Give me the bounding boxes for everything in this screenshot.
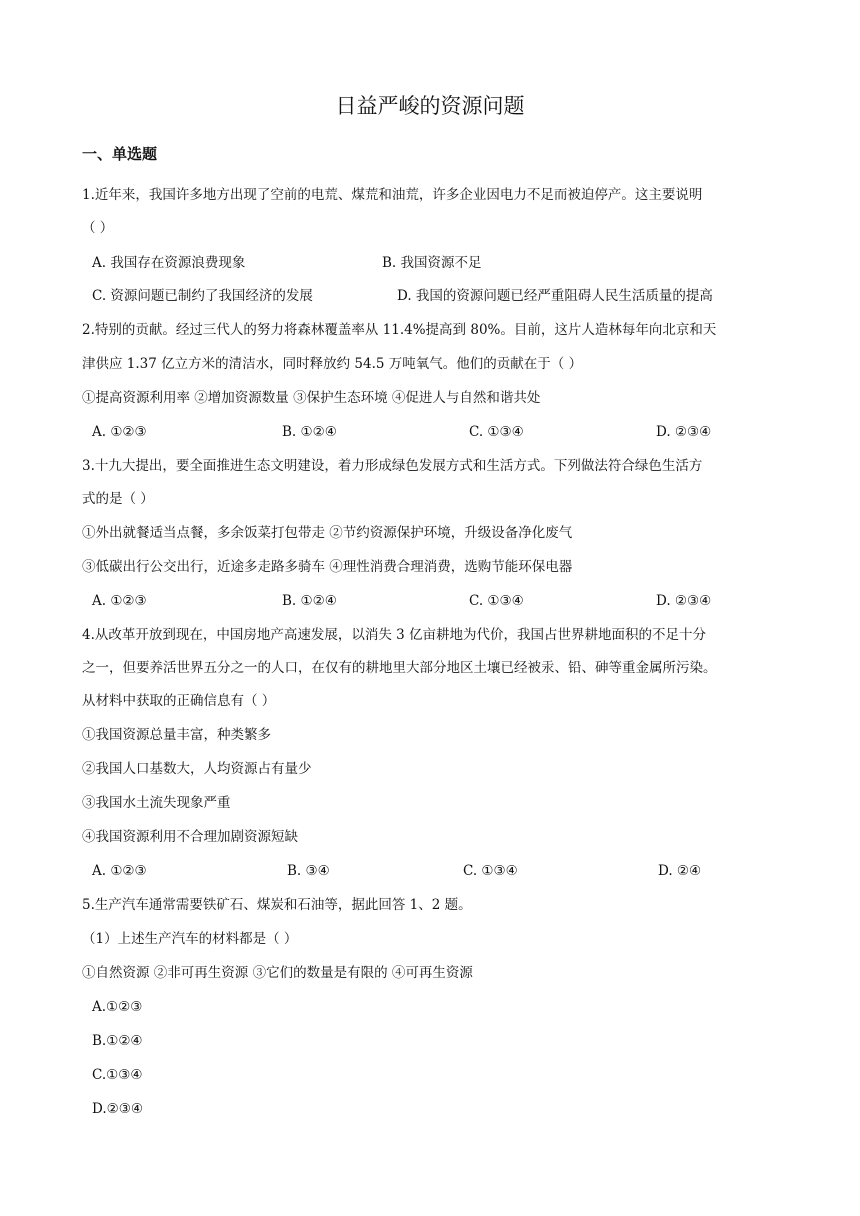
document-title: 日益严峻的资源问题 (335, 94, 525, 118)
q3-items-line1: ①外出就餐适当点餐，多余饭菜打包带走 ②节约资源保护环境，升级设备净化废气 (82, 525, 573, 541)
q4-item-4: ④我国资源利用不合理加剧资源短缺 (82, 829, 298, 845)
q3-option-c: C. ①③④ (469, 593, 524, 609)
q4-option-d: D. ②④ (658, 863, 702, 879)
q2-items: ①提高资源利用率 ②增加资源数量 ③保护生态环境 ④促进人与自然和谐共处 (82, 390, 541, 406)
q4-item-1: ①我国资源总量丰富，种类繁多 (82, 727, 271, 743)
q1-option-d: D. 我国的资源问题已经严重阻碍人民生活质量的提高 (397, 288, 713, 304)
section-heading: 一、单选题 (82, 145, 158, 163)
q3-items-line2: ③低碳出行公交出行，近途多走路多骑车 ④理性消费合理消费，选购节能环保电器 (82, 559, 573, 575)
q1-option-b: B. 我国资源不足 (382, 255, 482, 271)
q4-item-2: ②我国人口基数大，人均资源占有量少 (82, 761, 312, 777)
q4-stem-line3: 从材料中获取的正确信息有（ ） (82, 693, 276, 709)
q5-option-b: B.①②④ (92, 1033, 143, 1049)
q3-option-a: A. ①②③ (92, 593, 147, 609)
q4-option-c: C. ①③④ (463, 863, 518, 879)
q2-option-b: B. ①②④ (282, 424, 337, 440)
q3-stem-line1: 3.十九大提出，要全面推进生态文明建设，着力形成绿色发展方式和生活方式。下列做法符合绿色生活方 (82, 458, 703, 474)
q3-option-b: B. ①②④ (282, 593, 337, 609)
q1-stem-line2: （ ） (82, 220, 114, 236)
q5-option-c: C.①③④ (92, 1067, 143, 1083)
q2-option-a: A. ①②③ (92, 424, 147, 440)
q4-stem-line1: 4.从改革开放到现在，中国房地产高速发展，以消失 3 亿亩耕地为代价，我国占世界耕地面积的不足十分 (82, 627, 707, 643)
q3-option-d: D. ②③④ (656, 593, 712, 609)
q5-items: ①自然资源 ②非可再生资源 ③它们的数量是有限的 ④可再生资源 (82, 965, 473, 981)
q1-option-c: C. 资源问题已制约了我国经济的发展 (92, 288, 313, 304)
q5-option-d: D.②③④ (92, 1101, 143, 1117)
q5-option-a: A.①②③ (92, 999, 143, 1015)
q5-stem: 5.生产汽车通常需要铁矿石、煤炭和石油等，据此回答 1、2 题。 (82, 897, 472, 913)
q4-item-3: ③我国水土流失现象严重 (82, 795, 231, 811)
q3-stem-line2: 式的是（ ） (82, 491, 154, 507)
q2-option-d: D. ②③④ (656, 424, 712, 440)
q4-stem-line2: 之一，但要养活世界五分之一的人口，在仅有的耕地里大部分地区土壤已经被汞、铅、砷等重金属所污染。 (82, 660, 717, 676)
q1-stem-line1: 1.近年来，我国许多地方出现了空前的电荒、煤荒和油荒，许多企业因电力不足而被迫停产。这主要说明 (82, 187, 703, 203)
q4-option-a: A. ①②③ (92, 863, 147, 879)
q5-sub-question-1: （1）上述生产汽车的材料都是（ ） (82, 931, 298, 947)
q2-option-c: C. ①③④ (469, 424, 524, 440)
q2-stem-line2: 津供应 1.37 亿立方米的清洁水，同时释放约 54.5 万吨氧气。他们的贡献在于（ ） (82, 356, 583, 372)
q4-option-b: B. ③④ (287, 863, 330, 879)
q2-stem-line1: 2.特别的贡献。经过三代人的努力将森林覆盖率从 11.4%提高到 80%。目前，这片人造林每年向北京和天 (82, 322, 717, 338)
q1-option-a: A. 我国存在资源浪费现象 (92, 255, 246, 271)
